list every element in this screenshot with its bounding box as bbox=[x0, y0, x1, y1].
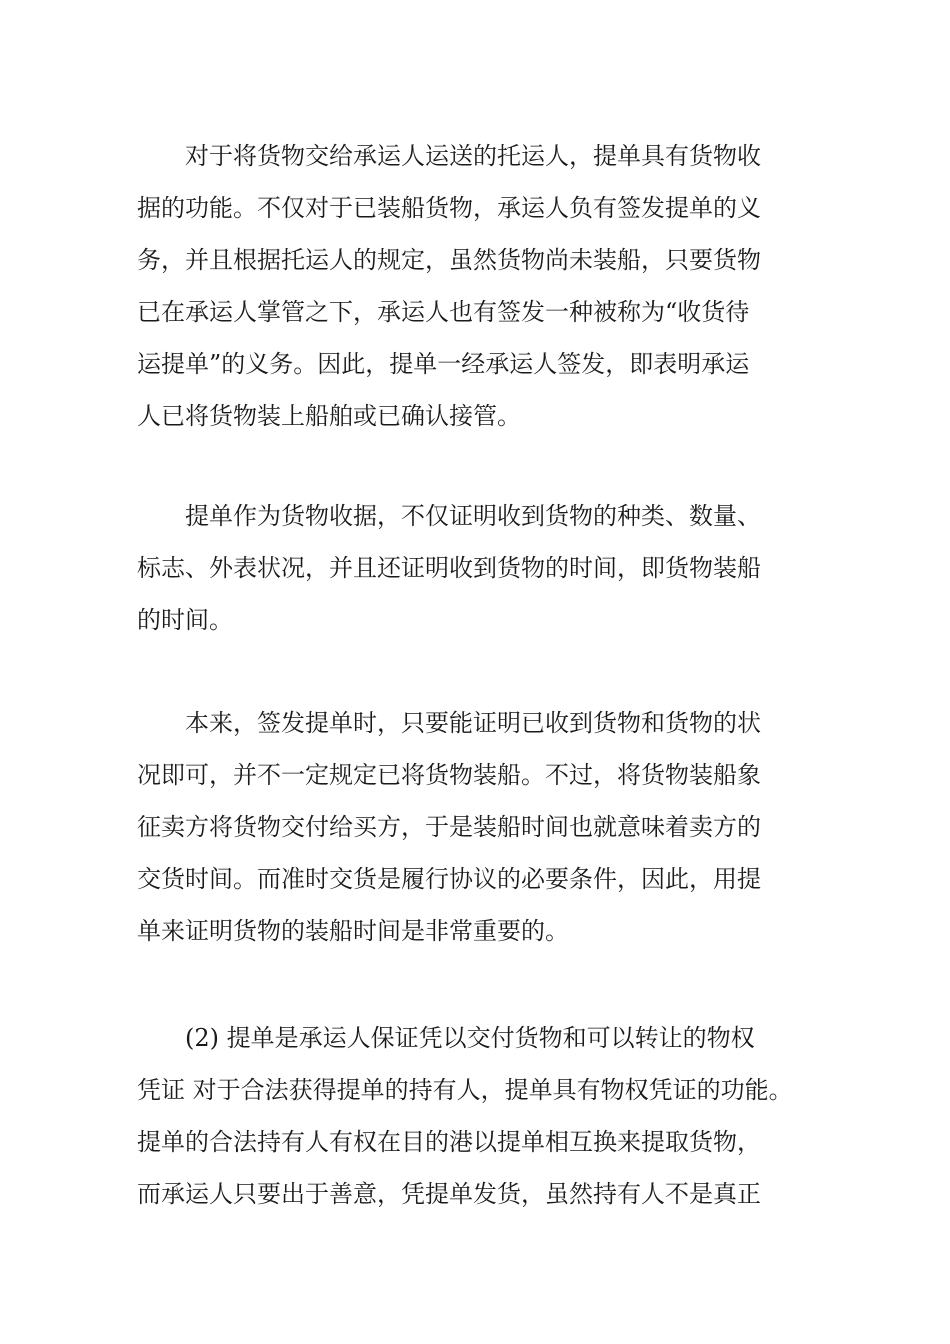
text-line: 据的功能。不仅对于已装船货物，承运人负有签发提单的义 bbox=[137, 194, 761, 222]
text-line: 运提单”的义务。因此，提单一经承运人签发，即表明承运 bbox=[137, 350, 750, 378]
paragraph-shipment-time bbox=[137, 697, 817, 957]
text-line: 提单作为货物收据，不仅证明收到货物的种类、数量、 bbox=[137, 502, 761, 530]
text-line: 而承运人只要出于善意，凭提单发货，虽然持有人不是真正 bbox=[137, 1180, 761, 1208]
text-line: 况即可，并不一定规定已将货物装船。不过，将货物装船象 bbox=[137, 761, 761, 789]
text-line: 本来，签发提单时，只要能证明已收到货物和货物的状 bbox=[137, 709, 761, 737]
text-line: 凭证 对于合法获得提单的持有人，提单具有物权凭证的功能。 bbox=[137, 1076, 793, 1104]
text-line: 的时间。 bbox=[137, 606, 233, 634]
paragraph-receipt-function bbox=[137, 130, 817, 442]
text-line: 标志、外表状况，并且还证明收到货物的时间，即货物装船 bbox=[137, 554, 761, 582]
text-line: 对于将货物交给承运人运送的托运人，提单具有货物收 bbox=[137, 142, 761, 170]
text-line: 人已将货物装上船舶或已确认接管。 bbox=[137, 402, 521, 430]
paragraph-title-document bbox=[137, 1012, 817, 1220]
text-line: 交货时间。而准时交货是履行协议的必要条件，因此，用提 bbox=[137, 865, 761, 893]
paragraph-receipt-evidence bbox=[137, 490, 817, 646]
text-line: 单来证明货物的装船时间是非常重要的。 bbox=[137, 917, 569, 945]
text-line: 征卖方将货物交付给买方，于是装船时间也就意味着卖方的 bbox=[137, 813, 761, 841]
text-line: 提单的合法持有人有权在目的港以提单相互换来提取货物， bbox=[137, 1128, 761, 1156]
text-line: 已在承运人掌管之下，承运人也有签发一种被称为“收货待 bbox=[137, 298, 750, 326]
text-line: (2) 提单是承运人保证凭以交付货物和可以转让的物权 bbox=[137, 1024, 755, 1052]
text-line: 务，并且根据托运人的规定，虽然货物尚未装船，只要货物 bbox=[137, 246, 761, 274]
